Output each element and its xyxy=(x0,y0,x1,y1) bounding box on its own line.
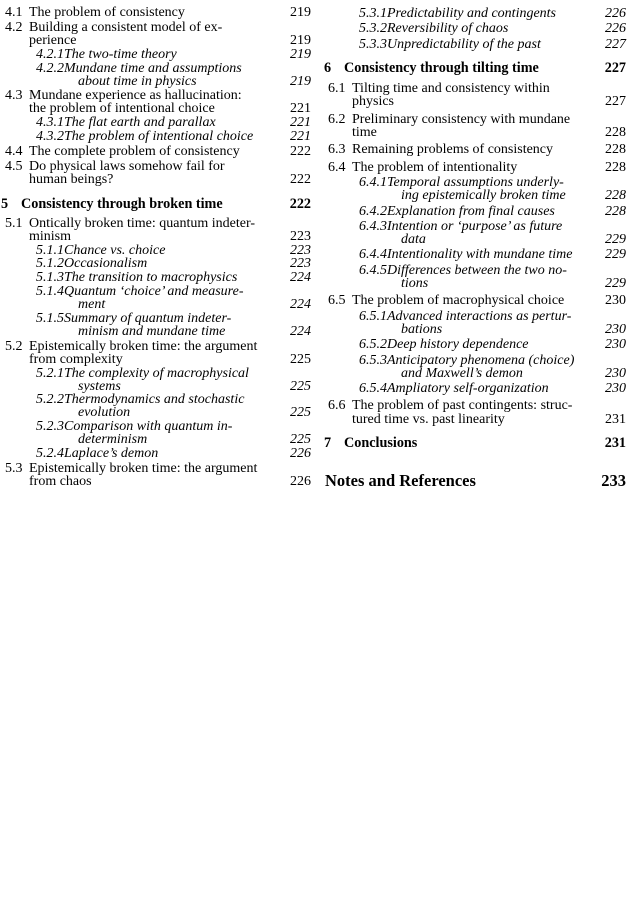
entry-title: time xyxy=(352,125,377,141)
toc-entry-4-1 xyxy=(2,7,311,20)
entry-title: Occasionalism xyxy=(64,256,148,272)
toc-entry-line xyxy=(2,171,311,187)
toc-entry-4-2 xyxy=(2,19,311,48)
page-number: 226 xyxy=(605,6,626,21)
entry-title: Reversibility of chaos xyxy=(387,21,509,37)
page-number: 229 xyxy=(605,232,626,248)
toc-entry-6-2 xyxy=(325,113,626,140)
toc-entry-6-5-3 xyxy=(325,354,626,381)
entry-number: 6.4 xyxy=(328,159,346,175)
page-number: 219 xyxy=(290,46,311,62)
toc-entry-6-4-4 xyxy=(325,248,626,261)
toc-entry-6-5 xyxy=(325,294,626,307)
entry-title: systems xyxy=(78,378,121,394)
entry-title: and Maxwell’s demon xyxy=(401,365,523,381)
entry-title: determinism xyxy=(78,432,148,448)
page-number: 224 xyxy=(290,270,311,286)
entry-number: 4.3 xyxy=(5,88,23,104)
page-number: 230 xyxy=(605,321,626,337)
toc-entry-line xyxy=(2,146,311,159)
entry-title: minism and mundane time xyxy=(78,323,226,339)
entry-number: 6.4.2 xyxy=(359,203,387,219)
toc-entry-line xyxy=(2,473,311,489)
toc-entry-line xyxy=(325,95,626,108)
toc-entry-4-3 xyxy=(2,90,311,116)
entry-title: Ampliatory self-organization xyxy=(387,381,549,397)
toc-entry-line xyxy=(325,7,626,20)
toc-entry-line xyxy=(2,286,311,299)
toc-entry-4-5 xyxy=(2,158,311,187)
toc-entry-line xyxy=(325,143,626,156)
entry-title: The problem of intentional choice xyxy=(64,129,254,145)
toc-entry-5-3-3 xyxy=(325,38,626,51)
entry-number: 5.2.2 xyxy=(36,392,64,408)
toc-entry-6-4-2 xyxy=(325,205,626,218)
entry-title: Conclusions xyxy=(344,435,418,452)
entry-title: tions xyxy=(401,276,429,292)
entry-number: 4.2.2 xyxy=(36,60,64,76)
entry-number: 5.2.3 xyxy=(36,419,64,435)
toc-entry-line xyxy=(325,264,626,277)
toc-entry-4-2-2 xyxy=(2,60,311,89)
entry-title: The transition to macrophysics xyxy=(64,270,238,286)
page-number: 227 xyxy=(605,36,626,52)
toc-entry-5-2-3 xyxy=(2,421,311,447)
toc-entry-6-4 xyxy=(325,161,626,174)
page-number: 223 xyxy=(290,228,311,244)
page-number: 226 xyxy=(605,21,626,37)
entry-number: 6.4.3 xyxy=(359,218,387,234)
toc-entry-6-5-4 xyxy=(325,382,626,395)
toc-entry-5-1-4 xyxy=(2,286,311,312)
toc-entry-line xyxy=(325,382,626,395)
entry-number: 6.1 xyxy=(328,81,346,97)
toc-entry-line xyxy=(2,394,311,407)
entry-title: evolution xyxy=(78,405,131,421)
page-number: 228 xyxy=(605,188,626,204)
toc-entry-5-2-4 xyxy=(2,448,311,461)
page-number: 224 xyxy=(290,297,311,313)
toc-entry-line xyxy=(325,354,626,367)
toc-entry-line xyxy=(325,471,626,491)
toc-entry-line xyxy=(325,323,626,336)
entry-number: 5.3 xyxy=(5,461,23,476)
entry-title: Predictability and contingents xyxy=(387,6,557,21)
page-number: 230 xyxy=(605,337,626,353)
toc-entry-6-1 xyxy=(325,82,626,109)
page-number: 229 xyxy=(605,276,626,292)
toc-entry-backmatter xyxy=(325,471,626,491)
entry-title: Preliminary consistency with mundane xyxy=(352,111,571,127)
entry-number: 5.1 xyxy=(5,215,23,231)
entry-title: The problem of macrophysical choice xyxy=(352,293,565,309)
toc-column-right xyxy=(324,5,626,491)
entry-title: Quantum ‘choice’ and measure- xyxy=(64,284,244,300)
entry-number: 6.3 xyxy=(328,142,346,158)
entry-title: The flat earth and parallax xyxy=(64,115,216,131)
toc-entry-line xyxy=(325,161,626,174)
toc-entry-6 xyxy=(324,59,626,76)
entry-title: The problem of consistency xyxy=(29,5,185,20)
entry-number: 6.4.4 xyxy=(359,247,387,263)
toc-entry-6-4-1 xyxy=(325,176,626,203)
entry-title: Consistency through tilting time xyxy=(344,59,539,76)
entry-title: ing epistemically broken time xyxy=(401,188,566,204)
entry-title: The problem of past contingents: struc- xyxy=(352,398,573,414)
page-number: 227 xyxy=(604,59,626,76)
page-number: 230 xyxy=(605,293,626,309)
entry-title: Thermodynamics and stochastic xyxy=(64,392,245,408)
entry-number: 5 xyxy=(1,195,9,212)
entry-number: 5.2.4 xyxy=(36,446,64,462)
toc-entry-5-2-1 xyxy=(2,365,311,394)
page-number: 221 xyxy=(290,115,311,131)
entry-title: Ontically broken time: quantum indeter- xyxy=(29,215,255,231)
entry-title: the problem of intentional choice xyxy=(29,101,215,117)
page-number: 228 xyxy=(605,125,626,141)
page-number: 222 xyxy=(289,195,311,212)
page-number: 228 xyxy=(605,159,626,175)
entry-title: from complexity xyxy=(29,351,123,367)
toc-entry-line xyxy=(325,277,626,290)
entry-title: The two-time theory xyxy=(64,46,177,62)
toc-entry-line xyxy=(325,205,626,218)
toc-entry-line xyxy=(325,294,626,307)
entry-title: Advanced interactions as pertur- xyxy=(387,308,572,324)
page-number: 228 xyxy=(605,142,626,158)
toc-entry-6-5-2 xyxy=(325,338,626,351)
page-number: 223 xyxy=(290,256,311,272)
page-number: 227 xyxy=(605,94,626,110)
toc-entry-6-6 xyxy=(325,399,626,426)
entry-title: Notes and References xyxy=(325,471,476,491)
toc-entry-line xyxy=(325,82,626,95)
page-number: 223 xyxy=(290,242,311,258)
toc-entry-line xyxy=(2,131,311,144)
toc-entry-line xyxy=(2,323,311,339)
page-number: 233 xyxy=(601,471,626,491)
toc-column-left xyxy=(2,5,311,489)
toc-entry-line xyxy=(325,437,626,450)
entry-title: Summary of quantum indeter- xyxy=(64,311,232,327)
entry-number: 5.3.3 xyxy=(359,36,387,52)
entry-number: 5.3.2 xyxy=(359,21,387,37)
entry-number: 5.1.1 xyxy=(36,242,64,258)
entry-title: Differences between the two no- xyxy=(387,262,567,278)
page-number: 226 xyxy=(290,473,311,489)
toc-entry-line xyxy=(1,195,311,212)
entry-number: 4.1 xyxy=(5,5,23,20)
page-number: 230 xyxy=(605,381,626,397)
entry-number: 7 xyxy=(324,435,332,452)
toc-entry-line xyxy=(2,421,311,434)
entry-title: Explanation from final causes xyxy=(387,203,555,219)
toc-entry-6-4-5 xyxy=(325,264,626,291)
page-number: 222 xyxy=(290,144,311,160)
page-number: 229 xyxy=(605,247,626,263)
entry-title: Comparison with quantum in- xyxy=(64,419,233,435)
entry-title: data xyxy=(401,232,426,248)
entry-number: 5.2.1 xyxy=(36,365,64,381)
entry-title: from chaos xyxy=(29,473,92,489)
entry-number: 5.1.3 xyxy=(36,270,64,286)
entry-title: Tilting time and consistency within xyxy=(352,81,550,97)
entry-number: 4.3.2 xyxy=(36,129,64,145)
entry-title: Unpredictability of the past xyxy=(387,36,541,52)
toc-entry-line xyxy=(325,233,626,246)
toc-entry-7 xyxy=(325,437,626,450)
entry-title: Epistemically broken time: the argument xyxy=(29,338,258,354)
page-number: 231 xyxy=(604,435,626,452)
toc-entry-line xyxy=(325,38,626,51)
page-number: 219 xyxy=(290,32,311,48)
entry-number: 5.3.1 xyxy=(359,6,387,21)
entry-number: 6.5.2 xyxy=(359,337,387,353)
toc-entry-6-4-3 xyxy=(325,220,626,247)
entry-title: Chance vs. choice xyxy=(64,242,166,258)
toc-entry-5-3-1 xyxy=(325,7,626,20)
toc-entry-line xyxy=(325,338,626,351)
entry-title: Remaining problems of consistency xyxy=(352,142,554,158)
entry-title: Epistemically broken time: the argument xyxy=(29,461,258,476)
page-number: 231 xyxy=(605,411,626,427)
entry-title: Deep history dependence xyxy=(387,337,529,353)
toc-entry-4-3-2 xyxy=(2,131,311,144)
toc-entry-line xyxy=(325,367,626,380)
toc-entry-5-1 xyxy=(2,215,311,244)
page-number: 225 xyxy=(290,351,311,367)
entry-title: Intention or ‘purpose’ as future xyxy=(387,218,563,234)
toc-entry-line xyxy=(2,365,311,381)
page-number: 230 xyxy=(605,365,626,381)
entry-number: 6.2 xyxy=(328,111,346,127)
toc-entry-line xyxy=(325,413,626,426)
page-number: 221 xyxy=(290,101,311,117)
entry-number: 6.4.1 xyxy=(359,174,387,190)
entry-title: about time in physics xyxy=(78,73,197,89)
toc-entry-line xyxy=(325,399,626,412)
entry-title: Mundane experience as hallucination: xyxy=(29,88,242,104)
toc-entry-4-4 xyxy=(2,146,311,159)
entry-title: human beings? xyxy=(29,171,114,187)
toc-entry-line xyxy=(2,73,311,89)
entry-title: Mundane time and assumptions xyxy=(64,60,242,76)
entry-number: 6.4.5 xyxy=(359,262,387,278)
entry-number: 4.5 xyxy=(5,158,23,174)
entry-number: 5.1.2 xyxy=(36,256,64,272)
page-number: 225 xyxy=(290,432,311,448)
page-number: 225 xyxy=(290,378,311,394)
entry-number: 6.6 xyxy=(328,398,346,414)
toc-entry-line xyxy=(325,189,626,202)
toc-entry-6-5-1 xyxy=(325,310,626,337)
page-number: 225 xyxy=(290,405,311,421)
entry-title: The complexity of macrophysical xyxy=(64,365,249,381)
entry-number: 6.5.1 xyxy=(359,308,387,324)
page-number: 228 xyxy=(605,203,626,219)
toc-entry-line xyxy=(325,220,626,233)
entry-number: 6 xyxy=(324,59,332,76)
entry-title: Building a consistent model of ex- xyxy=(29,19,223,35)
page-number: 219 xyxy=(290,73,311,89)
toc-entry-6-3 xyxy=(325,143,626,156)
page-number: 226 xyxy=(290,446,311,462)
entry-title: perience xyxy=(29,32,77,48)
entry-title: Temporal assumptions underly- xyxy=(387,174,564,190)
toc-entry-5-1-5 xyxy=(2,313,311,339)
entry-number: 6.5.4 xyxy=(359,381,387,397)
entry-number: 4.2.1 xyxy=(36,46,64,62)
entry-number: 5.1.5 xyxy=(36,311,64,327)
entry-title: Anticipatory phenomena (choice) xyxy=(387,352,575,368)
toc-entry-line xyxy=(325,113,626,126)
entry-title: physics xyxy=(352,94,394,110)
toc-entry-5-3-2 xyxy=(325,22,626,35)
entry-number: 6.5 xyxy=(328,293,346,309)
entry-title: Do physical laws somehow fail for xyxy=(29,158,225,174)
page-number: 222 xyxy=(290,171,311,187)
toc-entry-5-2 xyxy=(2,338,311,367)
entry-title: minism xyxy=(29,228,72,244)
toc-entry-line xyxy=(325,22,626,35)
entry-title: tured time vs. past linearity xyxy=(352,411,505,427)
entry-title: Consistency through broken time xyxy=(21,195,223,212)
entry-title: Laplace’s demon xyxy=(64,446,159,462)
toc-entry-line xyxy=(325,176,626,189)
toc-entry-line xyxy=(324,59,626,76)
toc-entry-5-2-2 xyxy=(2,394,311,420)
entry-number: 5.1.4 xyxy=(36,284,64,300)
entry-title: Intentionality with mundane time xyxy=(387,247,573,263)
toc-entry-5-3 xyxy=(2,463,311,489)
entry-number: 4.4 xyxy=(5,144,23,160)
toc-entry-line xyxy=(2,7,311,20)
entry-title: The complete problem of consistency xyxy=(29,144,240,160)
entry-number: 4.3.1 xyxy=(36,115,64,131)
toc-entry-line xyxy=(325,248,626,261)
toc-entry-line xyxy=(2,448,311,461)
page-number: 224 xyxy=(290,323,311,339)
entry-number: 6.5.3 xyxy=(359,352,387,368)
toc-entry-line xyxy=(325,310,626,323)
entry-title: ment xyxy=(78,297,106,313)
toc-entry-line xyxy=(325,126,626,139)
entry-title: bations xyxy=(401,321,443,337)
page-number: 219 xyxy=(290,5,311,20)
entry-number: 5.2 xyxy=(5,338,23,354)
page-number: 221 xyxy=(290,129,311,145)
toc-entry-5 xyxy=(1,195,311,212)
entry-number: 4.2 xyxy=(5,19,23,35)
entry-title: The problem of intentionality xyxy=(352,159,518,175)
